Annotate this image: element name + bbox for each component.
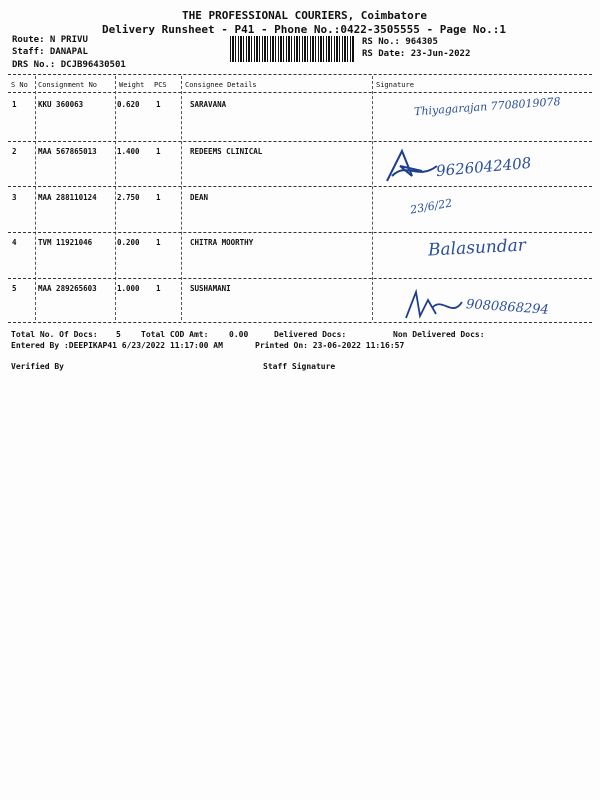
total-docs-label: Total No. Of Docs: [11, 330, 98, 339]
col-sno: S No [11, 81, 28, 89]
row-weight: 2.750 [117, 193, 140, 202]
row-consignee: SARAVANA [190, 100, 227, 109]
col-divider [115, 76, 116, 320]
row-rule [8, 278, 592, 279]
row-consignment: MAA 567865013 [38, 147, 97, 156]
drs-number: DRS No.: DCJB96430501 [12, 60, 126, 70]
table-bottom-rule [8, 322, 592, 323]
col-divider [181, 76, 182, 320]
company-title: THE PROFESSIONAL COURIERS, Coimbatore [182, 9, 428, 22]
non-delivered-docs-label: Non Delivered Docs: [393, 330, 485, 339]
row-rule [8, 141, 592, 142]
row-weight: 1.400 [117, 147, 140, 156]
row-consignment: MAA 289265603 [38, 284, 97, 293]
row-consignment: TVM 11921046 [38, 238, 93, 247]
row-sno: 4 [12, 238, 17, 247]
signature-5: 9080868294 [465, 297, 550, 318]
col-divider [372, 76, 373, 320]
total-cod-value: 0.00 [229, 330, 249, 339]
signature-1: Thiyagarajan 7708019078 [413, 95, 561, 119]
col-consignment: Consignment No [38, 81, 98, 89]
row-consignment: KKU 360063 [38, 100, 84, 109]
total-docs-value: 5 [116, 330, 121, 339]
row-consignee: DEAN [190, 193, 209, 202]
row-weight: 0.620 [117, 100, 140, 109]
barcode [230, 36, 354, 62]
row-sno: 1 [12, 100, 17, 109]
row-sno: 3 [12, 193, 17, 202]
rs-number: RS No.: 964305 [362, 37, 438, 47]
row-consignee: REDEEMS CLINICAL [190, 147, 263, 156]
verified-by: Verified By [11, 362, 64, 371]
rs-date: RS Date: 23-Jun-2022 [362, 49, 471, 59]
col-consignee: Consignee Details [185, 81, 257, 89]
signature-3: 23/6/22 [409, 196, 454, 217]
col-signature: Signature [376, 81, 414, 89]
row-pcs: 1 [156, 284, 161, 293]
signature-2: 9626042408 [435, 153, 533, 181]
printed-on: Printed On: 23-06-2022 11:16:57 [255, 341, 405, 350]
table-top-rule [8, 74, 592, 75]
row-weight: 0.200 [117, 238, 140, 247]
row-pcs: 1 [156, 238, 161, 247]
row-pcs: 1 [156, 100, 161, 109]
row-pcs: 1 [156, 147, 161, 156]
signature-4: Balasundar [427, 235, 527, 261]
row-weight: 1.000 [117, 284, 140, 293]
col-pcs: PCS [154, 81, 167, 89]
signature-scribble-icon [382, 146, 442, 190]
table-header-rule [8, 92, 592, 93]
delivered-docs-label: Delivered Docs: [274, 330, 347, 339]
row-rule [8, 186, 592, 187]
staff-label: Staff: DANAPAL [12, 47, 88, 57]
runsheet-subtitle: Delivery Runsheet - P41 - Phone No.:0422-3505555 - Page No.:1 [102, 23, 506, 36]
row-consignee: SUSHAMANI [190, 284, 231, 293]
col-divider [35, 76, 36, 320]
row-rule [8, 232, 592, 233]
row-consignee: CHITRA MOORTHY [190, 238, 254, 247]
col-weight: Weight [119, 81, 145, 89]
route-label: Route: N PRIVU [12, 35, 88, 45]
total-cod-label: Total COD Amt: [141, 330, 209, 339]
staff-signature: Staff Signature [263, 362, 336, 371]
row-pcs: 1 [156, 193, 161, 202]
row-consignment: MAA 288110124 [38, 193, 97, 202]
entered-by: Entered By :DEEPIKAP41 6/23/2022 11:17:00 AM [11, 341, 223, 350]
row-sno: 5 [12, 284, 17, 293]
row-sno: 2 [12, 147, 17, 156]
